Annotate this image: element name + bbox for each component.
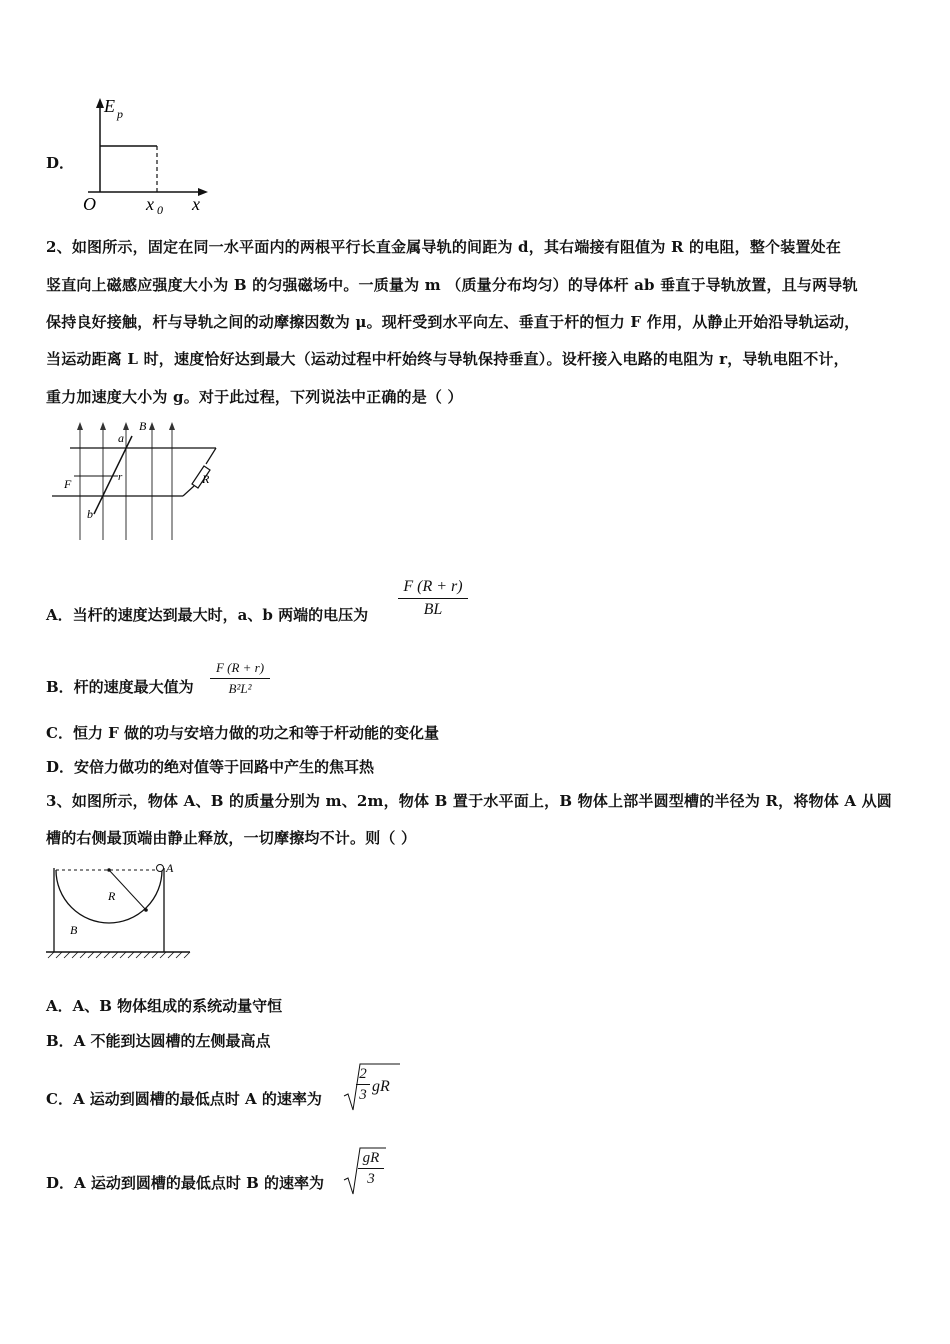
q3-option-c-numerator: 2: [356, 1066, 370, 1085]
q3-figure: [44, 858, 204, 963]
q1-option-d-label: D．: [46, 154, 75, 172]
q2-stem-line-1: 2、如图所示，固定在同一水平面内的两根平行长直金属导轨的间距为 d，其右端接有阻值为 R 的电阻，整个装置处在: [46, 238, 842, 256]
q3-option-c-denominator: 3: [359, 1087, 367, 1103]
q2-stem-line-3: 保持良好接触，杆与导轨之间的动摩擦因数为 μ。现杆受到水平向左、垂直于杆的恒力 F 作用，从静止开始沿导轨运动，: [46, 313, 860, 331]
q2-option-d: D．安倍力做功的绝对值等于回路中产生的焦耳热: [46, 758, 375, 776]
q2-fig-label-a: a: [118, 431, 124, 445]
q3-fig-label-R: R: [108, 889, 116, 903]
q2-stem-line-4: 当运动距离 L 时，速度恰好达到最大（运动过程中杆始终与导轨保持垂直）。设杆接入电路的电阻为 r，导轨电阻不计，: [46, 350, 849, 368]
q3-option-d: D．A 运动到圆槽的最低点时 B 的速率为: [46, 1174, 324, 1192]
q3-option-d-denominator: 3: [367, 1171, 375, 1187]
q3-fig-label-B: B: [70, 923, 78, 937]
q3-option-c-tail: gR: [372, 1078, 390, 1095]
q2-fig-label-B: B: [139, 419, 147, 433]
q1-option-d-graph: [80, 96, 210, 216]
q2-fig-label-F: F: [64, 477, 72, 491]
q2-figure: [48, 418, 228, 548]
q3-option-d-numerator: gR: [358, 1150, 384, 1169]
graph-y-label: E: [104, 96, 115, 116]
q2-option-a-denominator: BL: [423, 601, 443, 618]
q2-stem-line-2: 竖直向上磁感应强度大小为 B 的匀强磁场中。一质量为 m （质量分布均匀）的导体杆 ab 垂直于导轨放置，且与两导轨: [46, 276, 858, 294]
graph-y-sub: p: [117, 107, 123, 121]
q3-stem-line-1: 3、如图所示，物体 A、B 的质量分别为 m、2m，物体 B 置于水平面上，B 物体上部半圆型槽的半径为 R，将物体 A 从圆: [46, 792, 892, 810]
q2-option-b-fraction: [210, 660, 270, 697]
q2-option-b-denominator: B²L²: [228, 681, 252, 696]
q2-option-b-numerator: F (R + r): [210, 660, 270, 679]
graph-origin: O: [83, 194, 96, 214]
q3-stem-line-2: 槽的右侧最顶端由静止释放，一切摩擦均不计。则（ ）: [46, 829, 417, 847]
q2-fig-label-b: b: [87, 507, 93, 521]
graph-x-tick: x: [146, 194, 154, 214]
q2-option-a-fraction: [398, 578, 468, 619]
q3-option-d-fraction: [358, 1150, 384, 1188]
q2-option-b: B．杆的速度最大值为: [46, 678, 194, 696]
q2-option-a-numerator: F (R + r): [398, 578, 468, 599]
q2-option-c: C．恒力 F 做的功与安培力做的功之和等于杆动能的变化量: [46, 724, 440, 742]
q2-fig-label-r: r: [118, 471, 123, 483]
q3-option-b: B．A 不能到达圆槽的左侧最高点: [46, 1032, 271, 1050]
graph-x-tick-sub: 0: [157, 203, 163, 217]
graph-x-label: x: [192, 194, 200, 214]
q3-fig-label-A: A: [166, 861, 174, 875]
q3-option-c: C．A 运动到圆槽的最低点时 A 的速率为: [46, 1090, 322, 1108]
q2-stem-line-5: 重力加速度大小为 g。对于此过程，下列说法中正确的是（ ）: [46, 388, 463, 406]
q2-fig-label-R: R: [202, 472, 210, 486]
q3-option-c-fraction: [356, 1066, 370, 1104]
q3-option-a: A．A、B 物体组成的系统动量守恒: [46, 997, 283, 1015]
q2-option-a: A．当杆的速度达到最大时，a、b 两端的电压为: [46, 606, 369, 624]
